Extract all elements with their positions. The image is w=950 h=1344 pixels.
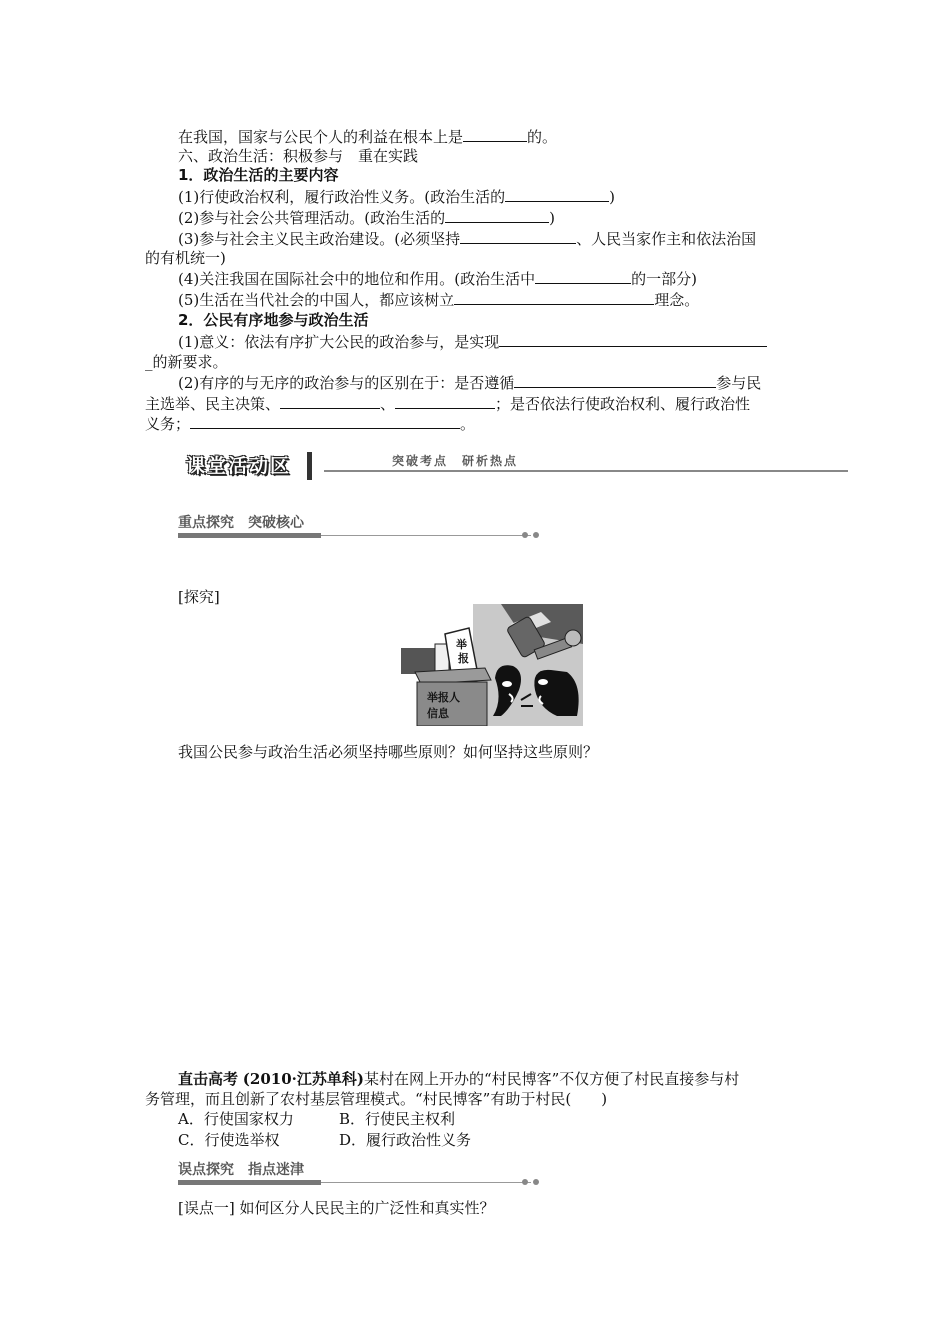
- dot-icon: [522, 532, 528, 538]
- text-line-11: (1)意义：依法有序扩大公民的政治参与，是实现: [178, 331, 767, 352]
- subhead-bar: [178, 1180, 321, 1185]
- explore-question: 我国公民参与政治生活必须坚持哪些原则？如何坚持这些原则？: [178, 743, 599, 761]
- subsection-heading: 1．政治生活的主要内容: [178, 166, 339, 184]
- explore-tag: [探究]: [178, 588, 220, 606]
- fill-blank: [499, 331, 767, 347]
- option-d: D．履行政治性义务: [339, 1131, 472, 1149]
- fill-blank: [395, 393, 495, 409]
- text-line-9: (5)生活在当代社会的中国人，都应该树立 理念。: [178, 291, 700, 309]
- dot-icon: [533, 532, 539, 538]
- dot-icon: [522, 1179, 528, 1185]
- gaokao-line-2: 务管理，而且创新了农村基层管理模式。“村民博客”有助于村民( ): [145, 1090, 608, 1108]
- paper-label-bottom: 报: [458, 652, 469, 665]
- option-c: C．行使选举权: [178, 1131, 280, 1149]
- section-heading: 六、政治生活：积极参与 重在实践: [178, 147, 419, 165]
- fill-blank: [460, 228, 576, 244]
- banner-rule: [324, 470, 848, 472]
- fill-blank: [280, 393, 380, 409]
- text-line-1: 在我国，国家与公民个人的利益在根本上是 的。: [178, 128, 558, 146]
- gaokao-label: 直击高考: [178, 1070, 239, 1088]
- fill-blank: [505, 186, 609, 202]
- gaokao-source: (2010·江苏单科): [242, 1070, 364, 1088]
- fill-blank: [445, 207, 549, 223]
- text-line-13: (2)有序的与无序的政治参与的区别在于：是否遵循 参与民: [178, 374, 762, 392]
- banner-title: 课堂活动区: [178, 452, 312, 480]
- option-b: B．行使民主权利: [339, 1110, 456, 1128]
- gaokao-line-1: 直击高考 (2010·江苏单科)某村在网上开办的“村民博客”不仅方便了村民直接参与村: [178, 1070, 740, 1088]
- subhead-rule: [321, 535, 531, 536]
- mistake-one-heading: [误点一] 如何区分人民民主的广泛性和真实性？: [178, 1199, 495, 1217]
- text-line-4: (1)行使政治权利，履行政治性义务。(政治生活的 ): [178, 188, 615, 206]
- fill-blank: [454, 289, 654, 305]
- text-line-7: 的有机统一): [145, 249, 226, 267]
- fill-blank: [535, 268, 631, 284]
- dot-icon: [533, 1179, 539, 1185]
- subhead-mistake-exploration: 误点探究 指点迷津: [178, 1159, 542, 1187]
- subhead-rule: [321, 1182, 531, 1183]
- box-label-2: 信息: [427, 707, 449, 720]
- subhead-key-exploration: 重点探究 突破核心: [178, 512, 542, 540]
- paper-label-top: 举: [456, 638, 467, 651]
- text-line-8: (4)关注我国在国际社会中的地位和作用。(政治生活中 的一部分): [178, 270, 697, 288]
- fill-blank: [463, 126, 527, 142]
- subhead-bar: [178, 533, 321, 538]
- box-label-1: 举报人: [427, 691, 460, 704]
- section-banner: [178, 450, 848, 482]
- illustration-svg: [401, 604, 583, 726]
- text-line-14: 主选举、民主决策、 、 ；是否依法行使政治权利、履行政治性: [145, 395, 751, 413]
- text-line-12: _的新要求。: [145, 353, 228, 371]
- whistleblower-illustration: [401, 604, 583, 726]
- text-line-15: 义务； 。: [145, 415, 476, 433]
- fill-blank: [514, 372, 716, 388]
- subsection-heading: 2．公民有序地参与政治生活: [178, 311, 369, 329]
- text-line-5: (2)参与社会公共管理活动。(政治生活的 ): [178, 209, 555, 227]
- fill-blank: [190, 413, 460, 429]
- banner-subtitle: 突破考点 研析热点: [392, 454, 519, 468]
- option-a: A．行使国家权力: [178, 1110, 294, 1128]
- text-line-6: (3)参与社会主义民主政治建设。(必须坚持 、人民当家作主和依法治国: [178, 230, 757, 248]
